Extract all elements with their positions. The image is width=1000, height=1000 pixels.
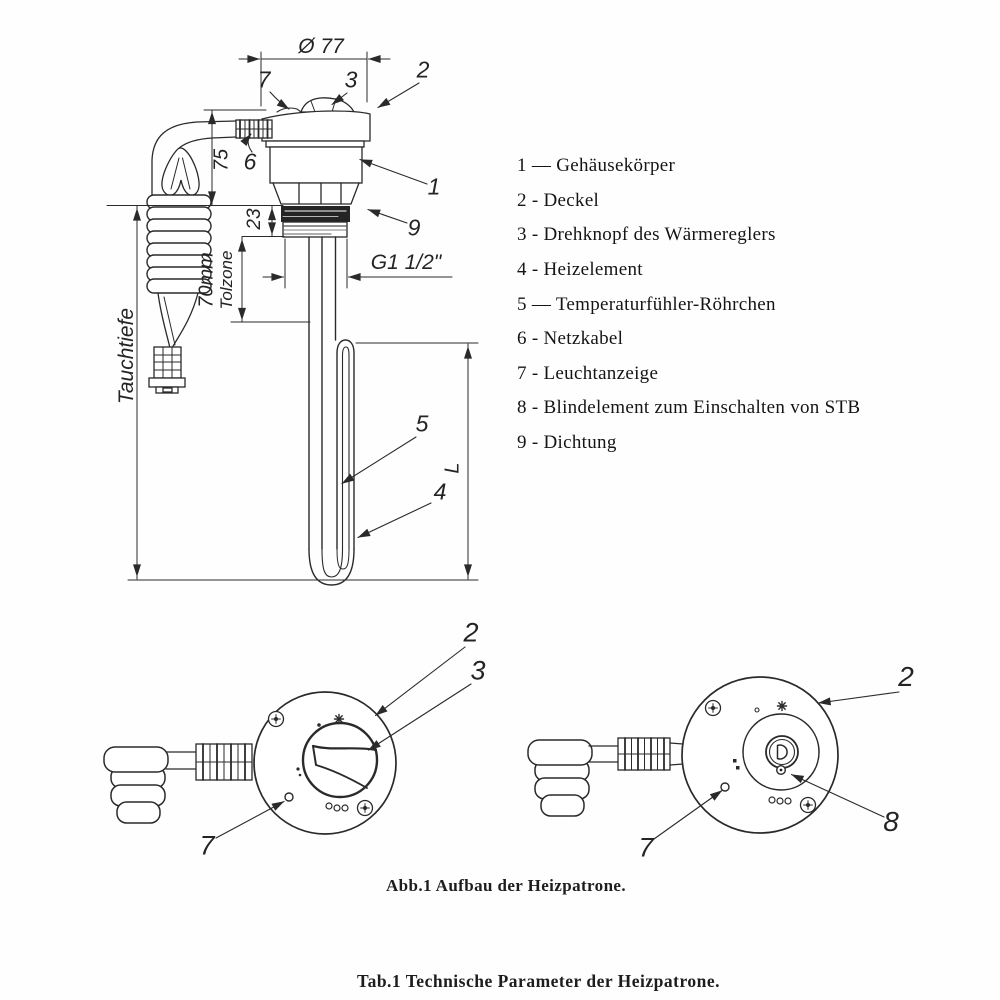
indicator-light-right — [721, 783, 729, 791]
cable-gland-icon-left — [196, 744, 252, 780]
callout-8-right: 8 — [883, 806, 899, 837]
power-plug-icon-left — [104, 747, 168, 823]
stb-blind-element — [777, 766, 786, 775]
dim-label-23: 23 — [244, 208, 265, 230]
heating-element-tubes — [309, 237, 354, 585]
callout-2-right: 2 — [898, 661, 914, 692]
callout-2-main: 2 — [416, 56, 430, 83]
gasket-band — [281, 206, 350, 222]
dim-label-tolzone: Tolzone — [217, 250, 236, 310]
callout-7-main: 7 — [257, 66, 271, 93]
d-shaft-hole — [778, 745, 788, 759]
parts-legend — [517, 149, 937, 460]
screw-icon — [269, 712, 284, 727]
legend-item-3: 3 - Drehknopf des Wärmereglers — [517, 224, 776, 246]
table-caption: Tab.1 Technische Parameter der Heizpatrone. — [357, 971, 721, 991]
legend-item-1: 1 — Gehäusekörper — [517, 155, 676, 177]
legend-item-9: 9 - Dichtung — [517, 432, 617, 454]
callout-3-main: 3 — [344, 66, 358, 93]
legend-item-5: 5 — Temperaturfühler-Röhrchen — [517, 293, 776, 315]
indicator-light-left — [285, 793, 293, 801]
screw-icon — [801, 798, 816, 813]
figure-caption: Abb.1 Aufbau der Heizpatrone. — [386, 876, 627, 895]
callout-7-right: 7 — [638, 832, 654, 863]
callout-2-left: 2 — [463, 617, 479, 648]
frost-protection-icon-right — [778, 702, 787, 711]
main-sectional-view — [107, 52, 478, 585]
dim-tolerance-zone — [231, 237, 310, 322]
legend-item-7: 7 - Leuchtanzeige — [517, 362, 659, 384]
right-dial-view — [528, 677, 899, 839]
callout-5-main: 5 — [415, 410, 429, 437]
legend-item-2: 2 - Deckel — [517, 189, 600, 211]
callout-6-main: 6 — [243, 148, 257, 175]
power-plug-icon-main — [149, 347, 185, 393]
screw-icon — [358, 801, 373, 816]
legend-item-6: 6 - Netzkabel — [517, 328, 624, 350]
legend-item-4: 4 - Heizelement — [517, 259, 643, 281]
dim-label-tolzone-value: 70mm — [195, 252, 218, 308]
dim-label-diameter: Ø 77 — [298, 35, 344, 58]
callout-4-main: 4 — [433, 478, 447, 505]
thread-section — [283, 222, 347, 237]
dim-element-length-L — [356, 343, 478, 579]
knob-circle — [303, 723, 377, 797]
dim-label-75: 75 — [210, 148, 233, 172]
power-plug-icon-right — [528, 740, 592, 816]
dim-label-tauchtiefe: Tauchtiefe — [115, 307, 138, 405]
dim-label-thread-size: G1 1/2" — [370, 251, 442, 274]
cable-gland-icon-right — [618, 738, 670, 770]
heater-head — [262, 98, 370, 237]
left-dial-view — [104, 647, 471, 838]
legend-item-8: 8 - Blindelement zum Einschalten von STB — [517, 397, 861, 419]
frost-protection-icon-left — [335, 715, 344, 724]
screw-icon — [706, 701, 721, 716]
callout-1-main: 1 — [427, 173, 441, 200]
callout-3-left: 3 — [470, 655, 486, 686]
cable-gland-icon — [236, 120, 272, 138]
callout-9-main: 9 — [407, 214, 421, 241]
dim-label-L: L — [441, 462, 464, 474]
callout-7-left: 7 — [199, 830, 215, 861]
